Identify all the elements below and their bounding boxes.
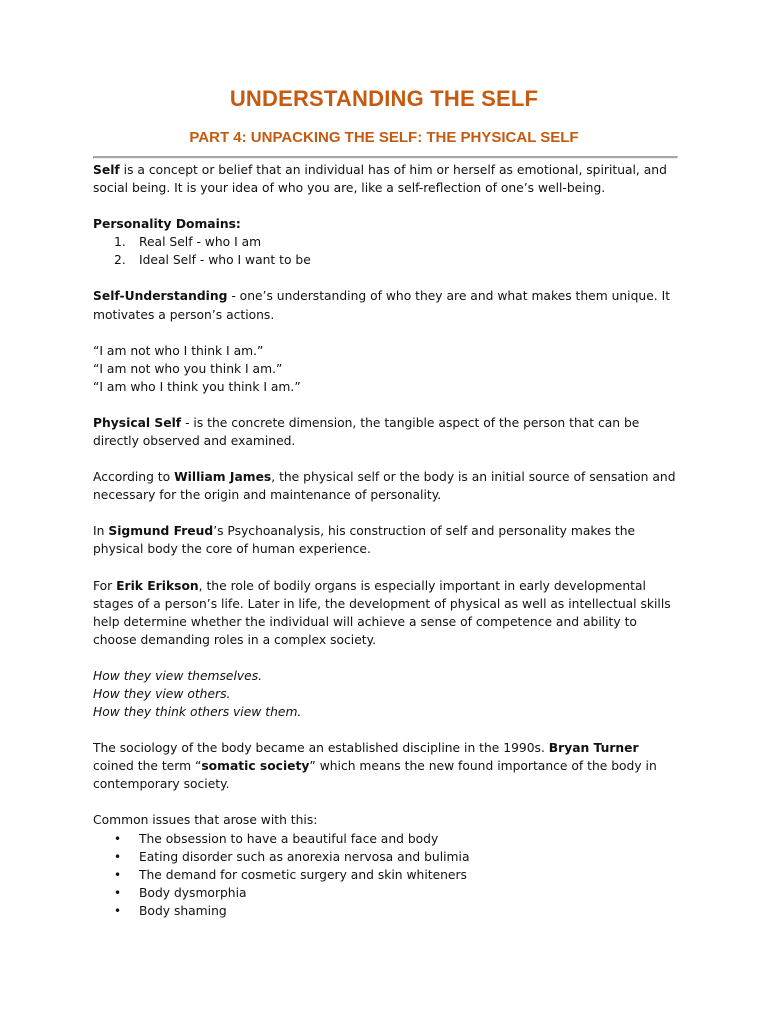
common-issues-heading: Common issues that arose with this: (93, 813, 318, 828)
common-issues-list (93, 830, 683, 920)
paragraph-text: ’s Psychoanalysis, his construction of self and personality makes the physical body the core of human experience. (93, 524, 636, 557)
paragraph-text: , the role of bodily organs is especially important in early developmental stages of a person’s life. Later in life, the development of physical as well as intellectual skills help determine whether the individual will achieve a sense of competence and ability to choose demanding roles in a complex society. (93, 578, 671, 647)
bullet-icon: • (114, 849, 122, 864)
paragraph-text: In (93, 524, 109, 539)
view-line: How they view others. (93, 686, 231, 701)
list-item-text: Real Self - who I am (139, 235, 262, 250)
self-term: Self (93, 163, 120, 177)
paragraph-text: The sociology of the body became an established discipline in the 1990s. (93, 741, 549, 756)
sociology-paragraph (93, 739, 683, 793)
list-item (93, 884, 683, 902)
common-issues-section (93, 811, 683, 920)
quote-line: “I am not who I think I am.” (93, 343, 264, 358)
physical-self-term: Physical Self (93, 415, 182, 430)
list-number: 1. (114, 235, 126, 250)
list-item-text: The demand for cosmetic surgery and skin whiteners (139, 867, 467, 882)
physical-self-paragraph (93, 414, 683, 450)
personality-domains-list (93, 233, 683, 269)
erik-erikson-name: Erik Erikson (116, 578, 199, 593)
view-line: How they think others view them. (93, 705, 302, 720)
document-title: UNDERSTANDING THE SELF (229, 86, 539, 111)
bryan-turner-name: Bryan Turner (548, 741, 639, 756)
bullet-icon: • (114, 903, 122, 918)
list-item-text: Body shaming (139, 903, 227, 918)
self-definition-paragraph (93, 161, 683, 197)
list-number: 2. (114, 253, 126, 268)
paragraph-text: According to (93, 470, 175, 485)
list-item (93, 866, 683, 884)
list-item (93, 251, 683, 269)
sigmund-freud-name: Sigmund Freud (108, 524, 214, 539)
personality-domains-heading: Personality Domains: (93, 217, 241, 232)
paragraph-text: ” which means the new found importance of the body in contemporary society. (93, 759, 657, 792)
quote-line: “I am not who you think I am.” (93, 361, 283, 376)
quote-line: “I am who I think you think I am.” (93, 379, 301, 394)
sigmund-freud-paragraph (93, 522, 683, 558)
header-divider (93, 156, 678, 159)
document-body (93, 161, 683, 920)
list-item (93, 848, 683, 866)
view-line: How they view themselves. (93, 668, 263, 683)
list-item-text: The obsession to have a beautiful face and body (139, 831, 439, 846)
bullet-icon: • (114, 831, 122, 846)
list-item (93, 902, 683, 920)
views-block (93, 667, 683, 721)
paragraph-text: , the physical self or the body is an initial source of sensation and necessary for the origin and maintenance of personality. (93, 470, 676, 503)
william-james-paragraph (93, 468, 683, 504)
erik-erikson-paragraph (93, 577, 683, 649)
list-item-text: Eating disorder such as anorexia nervosa and bulimia (139, 849, 470, 864)
william-james-name: William James (174, 470, 272, 485)
self-definition-text: is a concept or belief that an individual has of him or herself as emotional, spiritual, and social being. It is your idea of who you are, like a self-reflection of one’s well-being. (93, 163, 667, 196)
bullet-icon: • (114, 885, 122, 900)
bullet-icon: • (114, 867, 122, 882)
list-item (93, 830, 683, 848)
self-understanding-term: Self-Understanding (93, 289, 228, 304)
list-item-text: Ideal Self - who I want to be (139, 253, 311, 268)
list-item (93, 233, 683, 251)
self-understanding-text: - one’s understanding of who they are and what makes them unique. It motivates a person’s actions. (93, 289, 671, 322)
document-subtitle: PART 4: UNPACKING THE SELF: THE PHYSICAL SELF (189, 129, 579, 146)
paragraph-text: For (93, 578, 117, 593)
paragraph-text: coined the term “ (93, 759, 202, 774)
list-item-text: Body dysmorphia (139, 885, 247, 900)
somatic-society-term: somatic society (201, 759, 310, 774)
self-understanding-paragraph (93, 287, 683, 323)
personality-domains-section (93, 215, 683, 269)
physical-self-text: - is the concrete dimension, the tangible aspect of the person that can be directly observed and examined. (93, 415, 640, 449)
quotes-block (93, 342, 683, 396)
